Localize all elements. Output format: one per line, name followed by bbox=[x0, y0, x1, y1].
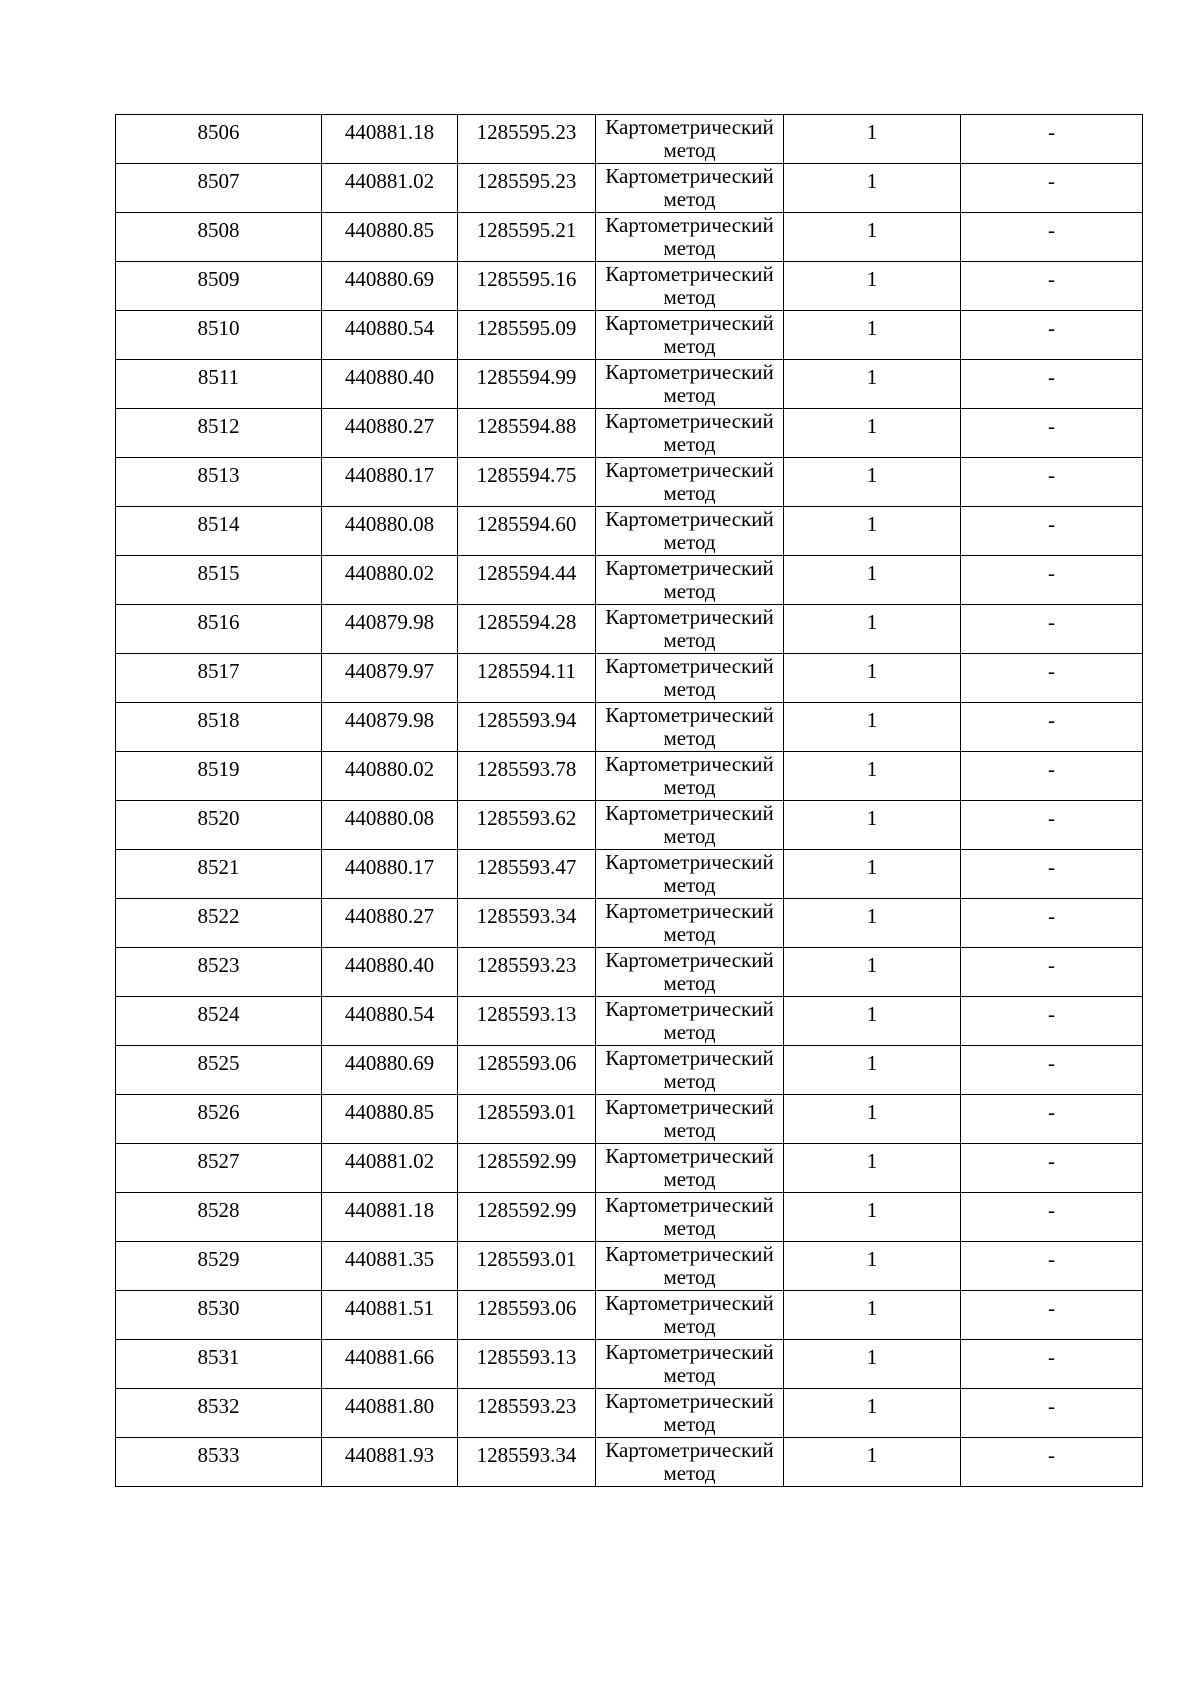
note-cell: - bbox=[961, 1438, 1143, 1487]
note-cell: - bbox=[961, 1242, 1143, 1291]
note-cell: - bbox=[961, 752, 1143, 801]
table-row bbox=[116, 311, 1143, 360]
note-cell: - bbox=[961, 703, 1143, 752]
table-row bbox=[116, 801, 1143, 850]
accuracy-cell: 1 bbox=[784, 556, 961, 605]
accuracy-cell: 1 bbox=[784, 360, 961, 409]
method-line-2: метод bbox=[663, 579, 716, 603]
note-cell: - bbox=[961, 262, 1143, 311]
method-line-2: метод bbox=[663, 187, 716, 211]
method-line-1: Картометрический bbox=[605, 1438, 774, 1462]
method-line-1: Картометрический bbox=[605, 458, 774, 482]
x-coordinate-cell: 440881.02 bbox=[322, 1144, 458, 1193]
x-coordinate-cell: 440880.27 bbox=[322, 899, 458, 948]
accuracy-cell: 1 bbox=[784, 115, 961, 164]
note-cell: - bbox=[961, 1340, 1143, 1389]
x-coordinate-cell: 440879.97 bbox=[322, 654, 458, 703]
method-line-2: метод bbox=[663, 922, 716, 946]
method-cell bbox=[596, 997, 784, 1046]
accuracy-cell: 1 bbox=[784, 1193, 961, 1242]
accuracy-cell: 1 bbox=[784, 1046, 961, 1095]
y-coordinate-cell: 1285595.16 bbox=[458, 262, 596, 311]
y-coordinate-cell: 1285594.75 bbox=[458, 458, 596, 507]
method-cell bbox=[596, 262, 784, 311]
y-coordinate-cell: 1285593.06 bbox=[458, 1046, 596, 1095]
method-line-2: метод bbox=[663, 873, 716, 897]
method-line-1: Картометрический bbox=[605, 1144, 774, 1168]
y-coordinate-cell: 1285593.06 bbox=[458, 1291, 596, 1340]
method-cell bbox=[596, 899, 784, 948]
method-cell bbox=[596, 1291, 784, 1340]
x-coordinate-cell: 440880.69 bbox=[322, 1046, 458, 1095]
note-cell: - bbox=[961, 948, 1143, 997]
y-coordinate-cell: 1285594.28 bbox=[458, 605, 596, 654]
method-line-1: Картометрический bbox=[605, 605, 774, 629]
table-row bbox=[116, 1046, 1143, 1095]
method-line-1: Картометрический bbox=[605, 1389, 774, 1413]
accuracy-cell: 1 bbox=[784, 703, 961, 752]
method-cell bbox=[596, 1095, 784, 1144]
accuracy-cell: 1 bbox=[784, 507, 961, 556]
point-number-cell: 8532 bbox=[116, 1389, 322, 1438]
accuracy-cell: 1 bbox=[784, 409, 961, 458]
accuracy-cell: 1 bbox=[784, 899, 961, 948]
method-line-2: метод bbox=[663, 824, 716, 848]
accuracy-cell: 1 bbox=[784, 605, 961, 654]
accuracy-cell: 1 bbox=[784, 801, 961, 850]
method-cell bbox=[596, 801, 784, 850]
point-number-cell: 8526 bbox=[116, 1095, 322, 1144]
point-number-cell: 8513 bbox=[116, 458, 322, 507]
method-line-2: метод bbox=[663, 1069, 716, 1093]
coordinates-table bbox=[115, 114, 1143, 1487]
table-row bbox=[116, 1291, 1143, 1340]
x-coordinate-cell: 440880.40 bbox=[322, 360, 458, 409]
method-line-2: метод bbox=[663, 1020, 716, 1044]
note-cell: - bbox=[961, 1046, 1143, 1095]
y-coordinate-cell: 1285592.99 bbox=[458, 1193, 596, 1242]
method-cell bbox=[596, 948, 784, 997]
method-cell bbox=[596, 850, 784, 899]
note-cell: - bbox=[961, 458, 1143, 507]
method-line-1: Картометрический bbox=[605, 850, 774, 874]
method-line-1: Картометрический bbox=[605, 1095, 774, 1119]
table-row bbox=[116, 1144, 1143, 1193]
table-row bbox=[116, 1340, 1143, 1389]
x-coordinate-cell: 440880.17 bbox=[322, 850, 458, 899]
method-line-2: метод bbox=[663, 775, 716, 799]
x-coordinate-cell: 440880.85 bbox=[322, 213, 458, 262]
table-row bbox=[116, 1095, 1143, 1144]
table-row bbox=[116, 164, 1143, 213]
method-line-2: метод bbox=[663, 530, 716, 554]
table-row bbox=[116, 948, 1143, 997]
point-number-cell: 8518 bbox=[116, 703, 322, 752]
method-line-2: метод bbox=[663, 383, 716, 407]
point-number-cell: 8514 bbox=[116, 507, 322, 556]
note-cell: - bbox=[961, 605, 1143, 654]
x-coordinate-cell: 440880.02 bbox=[322, 752, 458, 801]
method-cell bbox=[596, 360, 784, 409]
table-row bbox=[116, 703, 1143, 752]
x-coordinate-cell: 440881.93 bbox=[322, 1438, 458, 1487]
method-line-2: метод bbox=[663, 1167, 716, 1191]
method-line-2: метод bbox=[663, 726, 716, 750]
y-coordinate-cell: 1285593.47 bbox=[458, 850, 596, 899]
x-coordinate-cell: 440881.66 bbox=[322, 1340, 458, 1389]
x-coordinate-cell: 440880.27 bbox=[322, 409, 458, 458]
x-coordinate-cell: 440880.54 bbox=[322, 311, 458, 360]
method-line-1: Картометрический bbox=[605, 213, 774, 237]
table-row bbox=[116, 1193, 1143, 1242]
method-line-1: Картометрический bbox=[605, 360, 774, 384]
point-number-cell: 8522 bbox=[116, 899, 322, 948]
note-cell: - bbox=[961, 899, 1143, 948]
method-line-2: метод bbox=[663, 971, 716, 995]
x-coordinate-cell: 440880.54 bbox=[322, 997, 458, 1046]
note-cell: - bbox=[961, 801, 1143, 850]
accuracy-cell: 1 bbox=[784, 213, 961, 262]
method-line-2: метод bbox=[663, 628, 716, 652]
y-coordinate-cell: 1285593.01 bbox=[458, 1095, 596, 1144]
method-line-2: метод bbox=[663, 432, 716, 456]
method-cell bbox=[596, 409, 784, 458]
note-cell: - bbox=[961, 1389, 1143, 1438]
accuracy-cell: 1 bbox=[784, 1242, 961, 1291]
x-coordinate-cell: 440880.02 bbox=[322, 556, 458, 605]
x-coordinate-cell: 440879.98 bbox=[322, 605, 458, 654]
point-number-cell: 8515 bbox=[116, 556, 322, 605]
note-cell: - bbox=[961, 360, 1143, 409]
method-cell bbox=[596, 311, 784, 360]
table-row bbox=[116, 213, 1143, 262]
method-cell bbox=[596, 507, 784, 556]
accuracy-cell: 1 bbox=[784, 311, 961, 360]
accuracy-cell: 1 bbox=[784, 1144, 961, 1193]
method-line-2: метод bbox=[663, 677, 716, 701]
point-number-cell: 8523 bbox=[116, 948, 322, 997]
method-line-2: метод bbox=[663, 236, 716, 260]
method-line-1: Картометрический bbox=[605, 115, 774, 139]
method-cell bbox=[596, 1046, 784, 1095]
method-cell bbox=[596, 1193, 784, 1242]
method-cell bbox=[596, 556, 784, 605]
y-coordinate-cell: 1285593.23 bbox=[458, 948, 596, 997]
method-line-1: Картометрический bbox=[605, 997, 774, 1021]
note-cell: - bbox=[961, 997, 1143, 1046]
table-row bbox=[116, 1438, 1143, 1487]
note-cell: - bbox=[961, 1291, 1143, 1340]
method-line-2: метод bbox=[663, 1314, 716, 1338]
point-number-cell: 8528 bbox=[116, 1193, 322, 1242]
point-number-cell: 8533 bbox=[116, 1438, 322, 1487]
point-number-cell: 8529 bbox=[116, 1242, 322, 1291]
method-line-1: Картометрический bbox=[605, 556, 774, 580]
point-number-cell: 8521 bbox=[116, 850, 322, 899]
point-number-cell: 8512 bbox=[116, 409, 322, 458]
table-row bbox=[116, 605, 1143, 654]
x-coordinate-cell: 440880.17 bbox=[322, 458, 458, 507]
point-number-cell: 8509 bbox=[116, 262, 322, 311]
method-cell bbox=[596, 164, 784, 213]
method-cell bbox=[596, 654, 784, 703]
method-line-1: Картометрический bbox=[605, 899, 774, 923]
table-row bbox=[116, 507, 1143, 556]
note-cell: - bbox=[961, 556, 1143, 605]
method-line-1: Картометрический bbox=[605, 1291, 774, 1315]
x-coordinate-cell: 440881.18 bbox=[322, 115, 458, 164]
accuracy-cell: 1 bbox=[784, 262, 961, 311]
method-cell bbox=[596, 703, 784, 752]
method-cell bbox=[596, 1438, 784, 1487]
accuracy-cell: 1 bbox=[784, 948, 961, 997]
x-coordinate-cell: 440881.35 bbox=[322, 1242, 458, 1291]
method-cell bbox=[596, 1340, 784, 1389]
method-line-2: метод bbox=[663, 1265, 716, 1289]
accuracy-cell: 1 bbox=[784, 752, 961, 801]
table-row bbox=[116, 115, 1143, 164]
x-coordinate-cell: 440881.02 bbox=[322, 164, 458, 213]
note-cell: - bbox=[961, 1095, 1143, 1144]
point-number-cell: 8520 bbox=[116, 801, 322, 850]
method-cell bbox=[596, 213, 784, 262]
y-coordinate-cell: 1285593.34 bbox=[458, 1438, 596, 1487]
table-row bbox=[116, 360, 1143, 409]
method-line-1: Картометрический bbox=[605, 311, 774, 335]
point-number-cell: 8524 bbox=[116, 997, 322, 1046]
note-cell: - bbox=[961, 850, 1143, 899]
method-line-2: метод bbox=[663, 481, 716, 505]
table-row bbox=[116, 752, 1143, 801]
method-line-2: метод bbox=[663, 334, 716, 358]
method-line-1: Картометрический bbox=[605, 703, 774, 727]
method-line-1: Картометрический bbox=[605, 1046, 774, 1070]
accuracy-cell: 1 bbox=[784, 1389, 961, 1438]
point-number-cell: 8531 bbox=[116, 1340, 322, 1389]
accuracy-cell: 1 bbox=[784, 850, 961, 899]
y-coordinate-cell: 1285595.23 bbox=[458, 115, 596, 164]
y-coordinate-cell: 1285593.13 bbox=[458, 1340, 596, 1389]
point-number-cell: 8508 bbox=[116, 213, 322, 262]
method-line-2: метод bbox=[663, 285, 716, 309]
table-row bbox=[116, 1389, 1143, 1438]
accuracy-cell: 1 bbox=[784, 997, 961, 1046]
note-cell: - bbox=[961, 164, 1143, 213]
x-coordinate-cell: 440879.98 bbox=[322, 703, 458, 752]
y-coordinate-cell: 1285594.88 bbox=[458, 409, 596, 458]
accuracy-cell: 1 bbox=[784, 1095, 961, 1144]
method-line-2: метод bbox=[663, 138, 716, 162]
x-coordinate-cell: 440881.18 bbox=[322, 1193, 458, 1242]
method-line-2: метод bbox=[663, 1216, 716, 1240]
y-coordinate-cell: 1285594.44 bbox=[458, 556, 596, 605]
accuracy-cell: 1 bbox=[784, 1291, 961, 1340]
method-cell bbox=[596, 605, 784, 654]
method-cell bbox=[596, 1242, 784, 1291]
note-cell: - bbox=[961, 507, 1143, 556]
point-number-cell: 8506 bbox=[116, 115, 322, 164]
x-coordinate-cell: 440881.80 bbox=[322, 1389, 458, 1438]
table-row bbox=[116, 262, 1143, 311]
point-number-cell: 8530 bbox=[116, 1291, 322, 1340]
accuracy-cell: 1 bbox=[784, 458, 961, 507]
table-row bbox=[116, 409, 1143, 458]
y-coordinate-cell: 1285593.62 bbox=[458, 801, 596, 850]
table-row bbox=[116, 1242, 1143, 1291]
note-cell: - bbox=[961, 409, 1143, 458]
method-line-2: метод bbox=[663, 1118, 716, 1142]
method-line-2: метод bbox=[663, 1412, 716, 1436]
point-number-cell: 8507 bbox=[116, 164, 322, 213]
method-line-1: Картометрический bbox=[605, 262, 774, 286]
y-coordinate-cell: 1285592.99 bbox=[458, 1144, 596, 1193]
point-number-cell: 8519 bbox=[116, 752, 322, 801]
x-coordinate-cell: 440881.51 bbox=[322, 1291, 458, 1340]
y-coordinate-cell: 1285593.78 bbox=[458, 752, 596, 801]
method-line-1: Картометрический bbox=[605, 948, 774, 972]
note-cell: - bbox=[961, 1193, 1143, 1242]
coordinates-table-body bbox=[116, 115, 1143, 1487]
table-row bbox=[116, 997, 1143, 1046]
note-cell: - bbox=[961, 213, 1143, 262]
note-cell: - bbox=[961, 1144, 1143, 1193]
note-cell: - bbox=[961, 115, 1143, 164]
method-line-1: Картометрический bbox=[605, 752, 774, 776]
y-coordinate-cell: 1285593.13 bbox=[458, 997, 596, 1046]
method-line-2: метод bbox=[663, 1363, 716, 1387]
x-coordinate-cell: 440880.69 bbox=[322, 262, 458, 311]
method-cell bbox=[596, 458, 784, 507]
y-coordinate-cell: 1285593.01 bbox=[458, 1242, 596, 1291]
point-number-cell: 8517 bbox=[116, 654, 322, 703]
point-number-cell: 8511 bbox=[116, 360, 322, 409]
accuracy-cell: 1 bbox=[784, 654, 961, 703]
y-coordinate-cell: 1285593.34 bbox=[458, 899, 596, 948]
point-number-cell: 8516 bbox=[116, 605, 322, 654]
y-coordinate-cell: 1285594.11 bbox=[458, 654, 596, 703]
y-coordinate-cell: 1285595.09 bbox=[458, 311, 596, 360]
method-line-1: Картометрический bbox=[605, 164, 774, 188]
method-line-1: Картометрический bbox=[605, 654, 774, 678]
accuracy-cell: 1 bbox=[784, 164, 961, 213]
point-number-cell: 8527 bbox=[116, 1144, 322, 1193]
y-coordinate-cell: 1285594.60 bbox=[458, 507, 596, 556]
method-line-1: Картометрический bbox=[605, 1242, 774, 1266]
table-row bbox=[116, 850, 1143, 899]
accuracy-cell: 1 bbox=[784, 1438, 961, 1487]
method-line-1: Картометрический bbox=[605, 409, 774, 433]
x-coordinate-cell: 440880.08 bbox=[322, 801, 458, 850]
note-cell: - bbox=[961, 654, 1143, 703]
point-number-cell: 8510 bbox=[116, 311, 322, 360]
method-cell bbox=[596, 752, 784, 801]
y-coordinate-cell: 1285593.94 bbox=[458, 703, 596, 752]
method-cell bbox=[596, 115, 784, 164]
x-coordinate-cell: 440880.08 bbox=[322, 507, 458, 556]
method-line-2: метод bbox=[663, 1461, 716, 1485]
method-line-1: Картометрический bbox=[605, 1340, 774, 1364]
x-coordinate-cell: 440880.85 bbox=[322, 1095, 458, 1144]
table-row bbox=[116, 556, 1143, 605]
table-row bbox=[116, 458, 1143, 507]
point-number-cell: 8525 bbox=[116, 1046, 322, 1095]
accuracy-cell: 1 bbox=[784, 1340, 961, 1389]
table-row bbox=[116, 654, 1143, 703]
method-cell bbox=[596, 1389, 784, 1438]
y-coordinate-cell: 1285595.21 bbox=[458, 213, 596, 262]
method-line-1: Картометрический bbox=[605, 1193, 774, 1217]
method-line-1: Картометрический bbox=[605, 801, 774, 825]
y-coordinate-cell: 1285594.99 bbox=[458, 360, 596, 409]
note-cell: - bbox=[961, 311, 1143, 360]
method-line-1: Картометрический bbox=[605, 507, 774, 531]
method-cell bbox=[596, 1144, 784, 1193]
table-row bbox=[116, 899, 1143, 948]
x-coordinate-cell: 440880.40 bbox=[322, 948, 458, 997]
y-coordinate-cell: 1285593.23 bbox=[458, 1389, 596, 1438]
y-coordinate-cell: 1285595.23 bbox=[458, 164, 596, 213]
